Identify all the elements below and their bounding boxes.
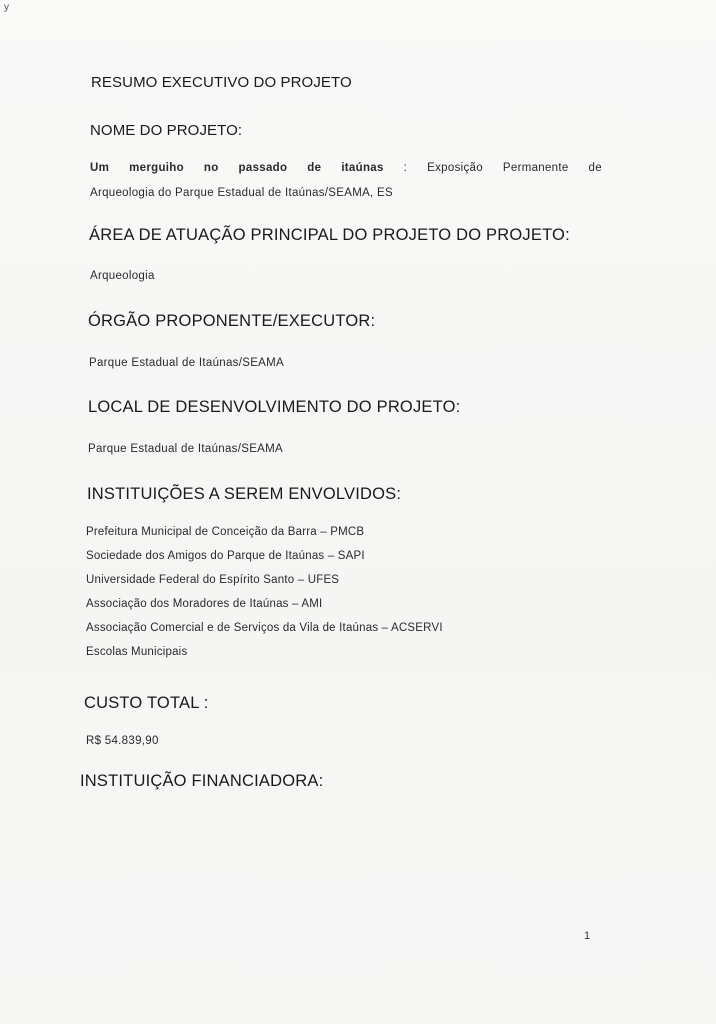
location-value: Parque Estadual de Itaúnas/SEAMA xyxy=(88,443,283,455)
corner-mark: y xyxy=(4,2,9,13)
heading-cost: CUSTO TOTAL : xyxy=(84,694,209,712)
institution-item: Associação Comercial e de Serviços da Vila de Itaúnas – ACSERVI xyxy=(86,622,443,634)
page-number: 1 xyxy=(584,930,591,942)
organ-value: Parque Estadual de Itaúnas/SEAMA xyxy=(89,357,284,369)
heading-organ: ÓRGÃO PROPONENTE/EXECUTOR: xyxy=(88,312,376,330)
heading-location: LOCAL DE DESENVOLVIMENTO DO PROJETO: xyxy=(88,398,461,416)
heading-funding: INSTITUIÇÃO FINANCIADORA: xyxy=(80,772,324,790)
institution-item: Prefeitura Municipal de Conceição da Barra – PMCB xyxy=(86,526,365,538)
project-name-word: passado xyxy=(238,162,288,174)
institution-item: Sociedade dos Amigos do Parque de Itaúnas – SAPI xyxy=(86,550,365,562)
project-name-line-1 xyxy=(90,162,602,174)
project-name-word: Um xyxy=(90,162,110,174)
project-name-word: no xyxy=(203,162,219,174)
area-value: Arqueologia xyxy=(90,270,155,282)
project-name-word: Permanente xyxy=(502,162,569,174)
project-name-word: Exposição xyxy=(427,162,483,174)
cost-value: R$ 54.839,90 xyxy=(86,735,159,747)
project-name-word: : xyxy=(403,162,408,174)
project-name-line-2: Arqueologia do Parque Estadual de Itaúnas/SEAMA, ES xyxy=(90,187,393,199)
institution-item: Associação dos Moradores de Itaúnas – AMI xyxy=(86,598,323,610)
project-name-word: itaúnas xyxy=(341,162,384,174)
heading-area: ÁREA DE ATUAÇÃO PRINCIPAL DO PROJETO DO PROJETO: xyxy=(89,226,570,244)
project-name-word: de xyxy=(307,162,322,174)
heading-project-name: NOME DO PROJETO: xyxy=(90,122,243,139)
institution-item: Escolas Municipais xyxy=(86,646,188,658)
institution-item: Universidade Federal do Espírito Santo – UFES xyxy=(86,574,340,586)
heading-institutions: INSTITUIÇÕES A SEREM ENVOLVIDOS: xyxy=(87,485,402,503)
project-name-word: merguiho xyxy=(129,162,184,174)
project-name-word: de xyxy=(588,162,602,174)
document-title: RESUMO EXECUTIVO DO PROJETO xyxy=(91,74,352,91)
